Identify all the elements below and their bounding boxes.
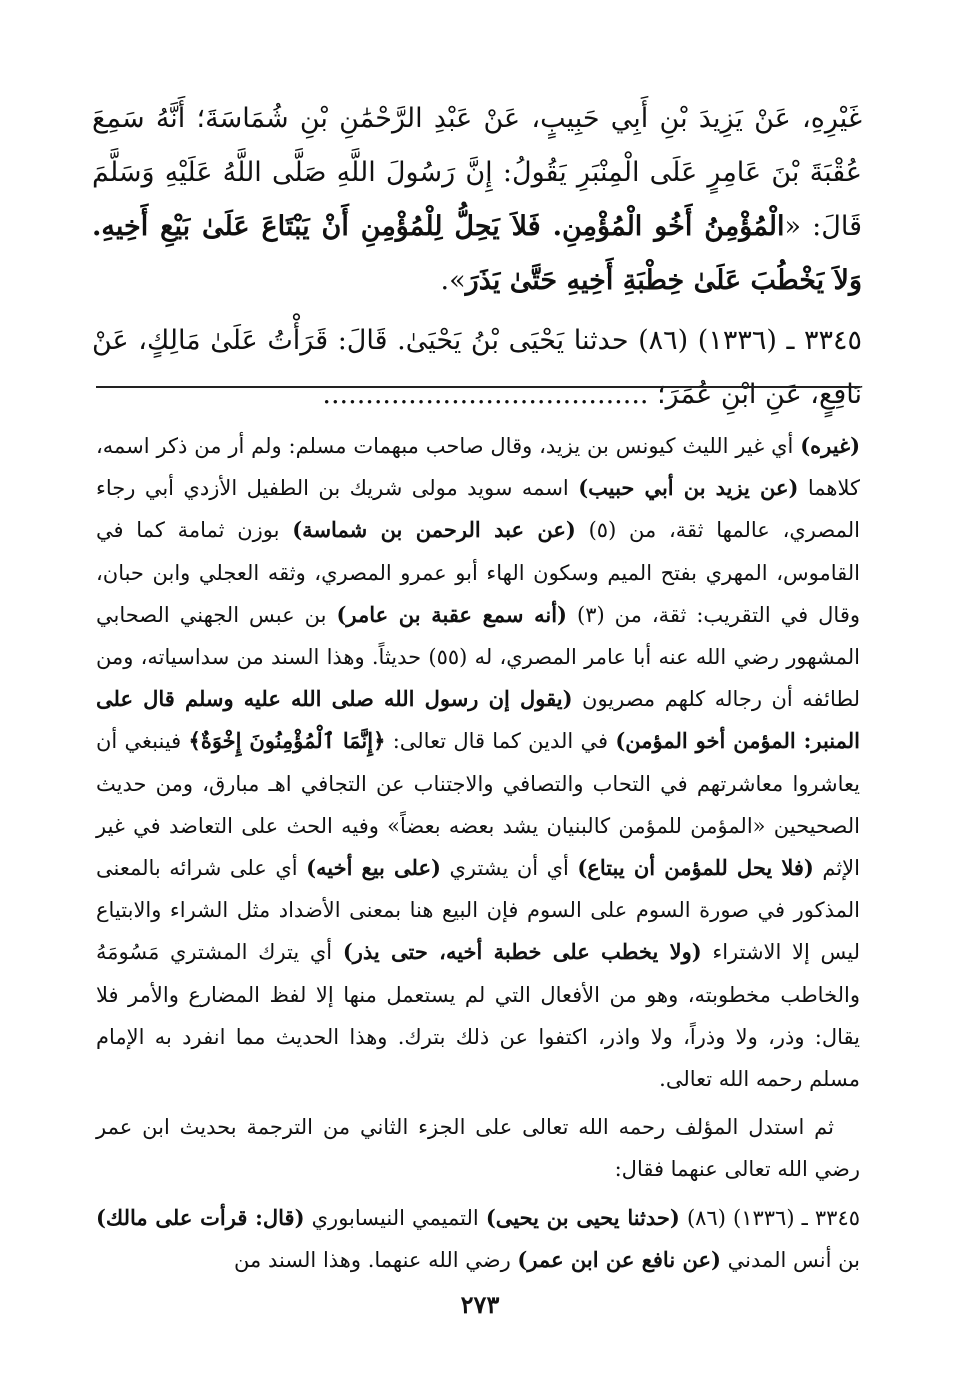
hadith-text-block — [92, 92, 862, 422]
page-number: ٢٧٣ — [460, 1290, 500, 1319]
commentary-bold-quote: (غيره) — [800, 433, 860, 458]
commentary-transition-text: ثم استدل المؤلف رحمه الله تعالى على الجزء الثاني من الترجمة بحديث ابن عمر رضي الله تعالى عنهما فقال: — [96, 1115, 860, 1182]
commentary-bold-quote: (فلا يحل للمؤمن أن يبتاع) — [577, 855, 814, 881]
footnote-divider — [96, 386, 860, 388]
commentary-text: ٣٣٤٥ ـ (١٣٣٦) (٨٦) — [679, 1205, 861, 1230]
commentary-text: فينبغي أن يعاشروا معاشرتهم في التحاب والتصافي والاجتناب عن التجافي اهـ مبارق، ومن حديث الصحيحين «المؤمن للمؤمن كالبنيان يشد بعضه بعضاً» وفيه الحث على التعاضد في غير الإثم — [96, 729, 860, 881]
commentary-bold-quote: (على بيع أخيه) — [306, 855, 441, 881]
commentary-bold-quote: (ولا يخطب على خطبة أخيه، حتى يذر) — [342, 939, 702, 965]
hadith-matn-bold: الْمُؤْمِنُ أَخُو الْمُؤْمِنِ. فَلاَ يَحِلُّ لِلْمُؤْمِنِ أَنْ يَبْتَاعَ عَلَىٰ بَيْعِ أَخِيهِ. وَلاَ يَخْطُبَ عَلَىٰ خِطْبَةِ أَخِيهِ حَتَّىٰ يَذَرَ — [92, 211, 862, 296]
commentary-paragraph — [96, 425, 860, 1100]
commentary-text: بن أنس المدني — [720, 1247, 860, 1272]
commentary-bold-quote: (عن عبد الرحمن بن شماسة) — [292, 517, 576, 543]
hadith-paragraph — [92, 92, 862, 308]
hadith-isnad-text: غَيْرِهِ، عَنْ يَزِيدَ بْنِ أَبِي حَبِيبٍ، عَنْ عَبْدِ الرَّحْمَٰنِ بْنِ شُمَاسَةَ؛ أَنَّهُ سَمِعَ عُقْبَةَ بْنَ عَامِرٍ عَلَى الْمِنْبَرِ يَقُولُ: إِنَّ رَسُولَ اللَّهِ صَلَّى اللَّهُ عَلَيْهِ وَسَلَّمَ قَالَ: « — [92, 103, 862, 242]
commentary-text: بوزن ثمامة كما في القاموس، المهري بفتح الميم وسكون الهاء أبو عمرو المصري، وثقه العجلي وابن حبان، وقال في التقريب: ثقة، من (٣) — [96, 518, 861, 627]
hadith-3345-isnad: ٣٣٤٥ ـ (١٣٣٦) (٨٦) حدثنا يَحْيَى بْنُ يَحْيَىٰ. قَالَ: قَرَأْتُ عَلَىٰ مَالِكٍ، عَنْ نَافِعٍ، عَنِ ابْنِ عُمَرَ؛ ...................................... — [92, 325, 863, 410]
commentary-block — [96, 425, 860, 1281]
commentary-bold-quote: ﴿إِنَّمَا ٱلْمُؤْمِنُونَ إِخْوَةٌ﴾ — [188, 728, 386, 754]
hadith-closing-quote: ». — [440, 265, 466, 296]
commentary-text: أي يترك المشتري مَسُومَهُ والخاطب مخطوبته، وهو من الأفعال التي لم يستعمل منها إلا لفظ المضارع والأمر فلا يقال: وذر، ولا وذراً، ولا واذر، اكتفوا عن ذلك بترك. وهذا الحديث مما انفرد به الإمام مسلم رحمه الله تعالى. — [96, 940, 860, 1092]
commentary-text: بن عبس الجهني الصحابي المشهور رضي الله عنه أبا عامر المصري، له (٥٥) حديثاً. وهذا السند من سداسياته، ومن لطائفه أن رجاله كلهم مصريون — [96, 602, 861, 712]
commentary-text: أي غير الليث كيونس بن يزيد، وقال صاحب مبهمات مسلم: ولم أر من ذكر اسمه، كلاهما — [96, 434, 860, 501]
commentary-bold-quote: (عن نافع عن ابن عمر) — [517, 1246, 721, 1272]
commentary-text: التميمي النيسابوري — [304, 1205, 486, 1230]
commentary-bold-quote: (عن يزيد بن أبي حبيب) — [578, 475, 799, 501]
commentary-text: اسمه سويد مولى شريك بن الطفيل الأزدي أبي رجاء المصري، عالمها ثقة، من (٥) — [96, 476, 860, 543]
commentary-hadith-3345 — [96, 1197, 860, 1281]
commentary-text: أي على شرائه بالمعنى المذكور في صورة السوم على السوم فإن البيع هنا بمعنى الأضداد مثل الشراء والابتياع ليس إلا الاشتراء — [96, 856, 861, 965]
commentary-bold-quote: (حدثنا يحيى بن يحيى) — [485, 1204, 680, 1230]
commentary-text: أي أن يشتري — [440, 856, 578, 881]
commentary-bold-quote: (أنه سمع عقبة بن عامر) — [336, 601, 567, 627]
commentary-text: في الدين كما قال تعالى: — [385, 729, 616, 754]
commentary-bold-quote: (قال: قرأت على مالك) — [96, 1204, 305, 1230]
commentary-bold-quote: (يقول إن رسول الله صلى الله عليه وسلم قال على المنبر: المؤمن أخو المؤمن) — [96, 686, 860, 754]
commentary-transition-paragraph — [96, 1106, 860, 1190]
commentary-text: رضي الله عنهما. وهذا السند من — [234, 1247, 518, 1272]
